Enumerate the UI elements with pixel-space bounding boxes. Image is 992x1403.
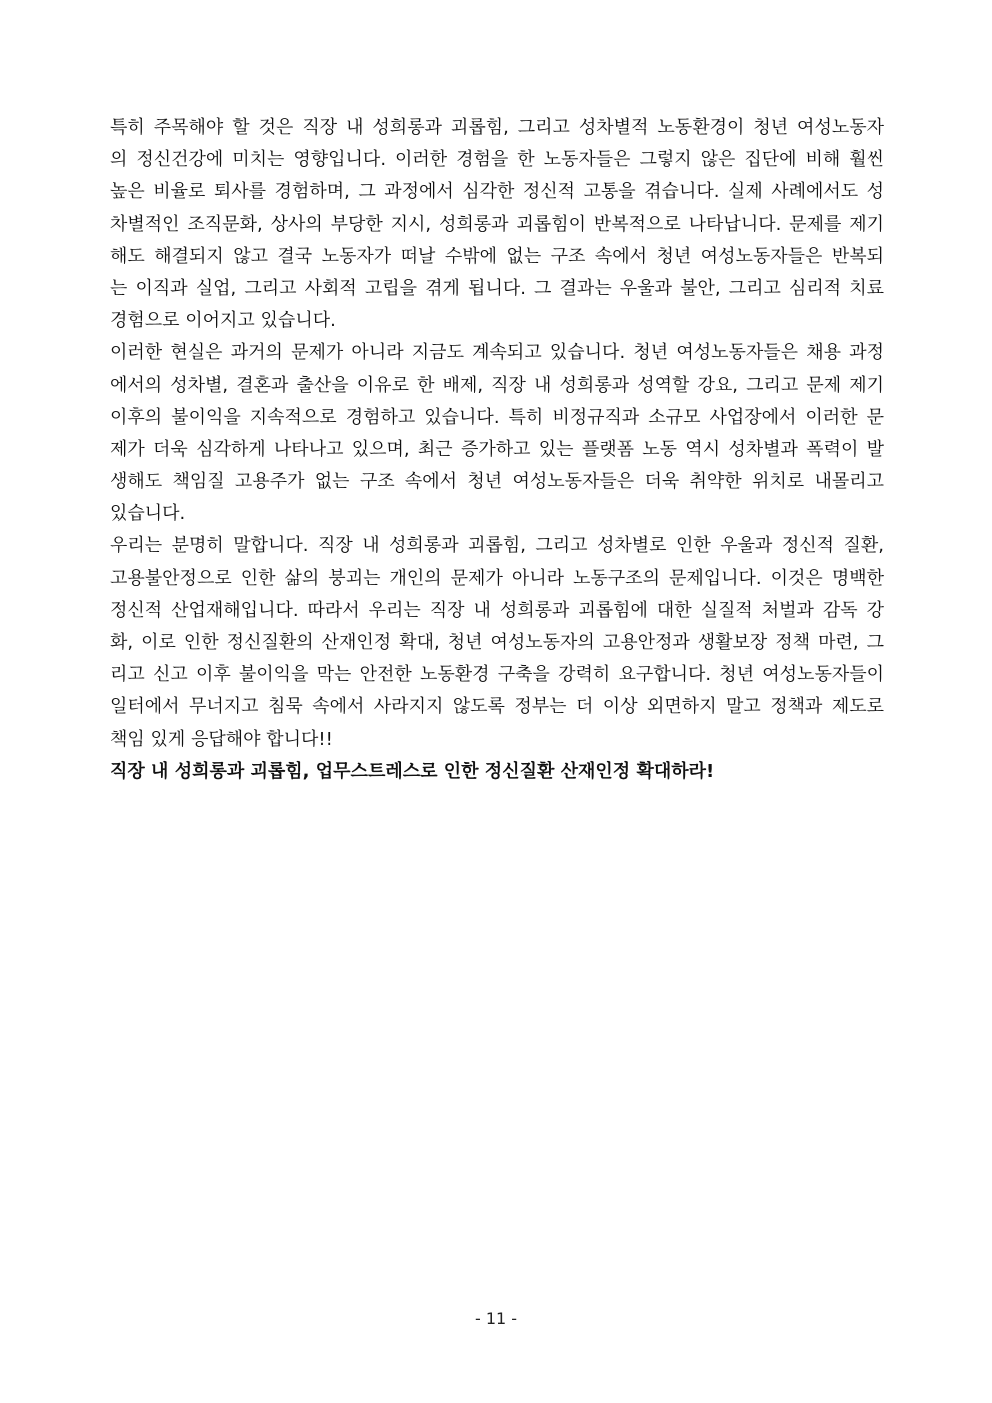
paragraph-2-line-3: 이후의 불이익을 지속적으로 경험하고 있습니다. 특히 비정규직과 소규모 사업장에서 이러한 문 — [110, 406, 884, 428]
document-body — [110, 112, 884, 788]
paragraph-1-line-4: 차별적인 조직문화, 상사의 부당한 지시, 성희롱과 괴롭힘이 반복적으로 나타납니다. 문제를 제기 — [110, 213, 884, 235]
paragraph-2-line-2: 에서의 성차별, 결혼과 출산을 이유로 한 배제, 직장 내 성희롱과 성역할 강요, 그리고 문제 제기 — [110, 374, 884, 396]
paragraph-1-line-6: 는 이직과 실업, 그리고 사회적 고립을 겪게 됩니다. 그 결과는 우울과 불안, 그리고 심리적 치료 — [110, 277, 884, 299]
paragraph-1-line-3: 높은 비율로 퇴사를 경험하며, 그 과정에서 심각한 정신적 고통을 겪습니다. 실제 사례에서도 성 — [110, 181, 884, 203]
paragraph-2-line-1: 이러한 현실은 과거의 문제가 아니라 지금도 계속되고 있습니다. 청년 여성노동자들은 채용 과정 — [110, 342, 884, 364]
paragraph-2-line-5: 생해도 책임질 고용주가 없는 구조 속에서 청년 여성노동자들은 더욱 취약한 위치로 내몰리고 — [110, 471, 884, 493]
paragraph-3-line-1: 우리는 분명히 말합니다. 직장 내 성희롱과 괴롭힘, 그리고 성차별로 인한 우울과 정신적 질환, — [110, 535, 884, 557]
paragraph-1-line-2: 의 정신건강에 미치는 영향입니다. 이러한 경험을 한 노동자들은 그렇지 않은 집단에 비해 훨씬 — [110, 149, 884, 171]
paragraph-1-line-1: 특히 주목해야 할 것은 직장 내 성희롱과 괴롭힘, 그리고 성차별적 노동환경이 청년 여성노동자 — [110, 117, 884, 138]
page-number: - 11 - — [474, 1309, 518, 1328]
paragraph-3-line-2: 고용불안정으로 인한 삶의 붕괴는 개인의 문제가 아니라 노동구조의 문제입니다. 이것은 명백한 — [110, 567, 884, 589]
paragraph-3-line-5: 리고 신고 이후 불이익을 막는 안전한 노동환경 구축을 강력히 요구합니다. 청년 여성노동자들이 — [110, 664, 884, 686]
paragraph-3-line-4: 화, 이로 인한 정신질환의 산재인정 확대, 청년 여성노동자의 고용안정과 생활보장 정책 마련, 그 — [110, 632, 884, 653]
paragraph-1-line-7: 경험으로 이어지고 있습니다. — [110, 310, 336, 332]
paragraph-3-line-6: 일터에서 무너지고 침묵 속에서 사라지지 않도록 정부는 더 이상 외면하지 말고 정책과 제도로 — [110, 696, 884, 718]
paragraph-3-line-7: 책임 있게 응답해야 합니다!! — [110, 728, 333, 750]
slogan-text: 직장 내 성희롱과 괴롭힘, 업무스트레스로 인한 정신질환 산재인정 확대하라! — [110, 760, 715, 782]
paragraph-3-line-3: 정신적 산업재해입니다. 따라서 우리는 직장 내 성희롱과 괴롭힘에 대한 실질적 처벌과 감독 강 — [110, 599, 884, 621]
paragraph-2-line-6: 있습니다. — [110, 503, 186, 525]
paragraph-2-line-4: 제가 더욱 심각하게 나타나고 있으며, 최근 증가하고 있는 플랫폼 노동 역시 성차별과 폭력이 발 — [110, 438, 884, 460]
paragraph-1-line-5: 해도 해결되지 않고 결국 노동자가 떠날 수밖에 없는 구조 속에서 청년 여성노동자들은 반복되 — [110, 245, 884, 267]
